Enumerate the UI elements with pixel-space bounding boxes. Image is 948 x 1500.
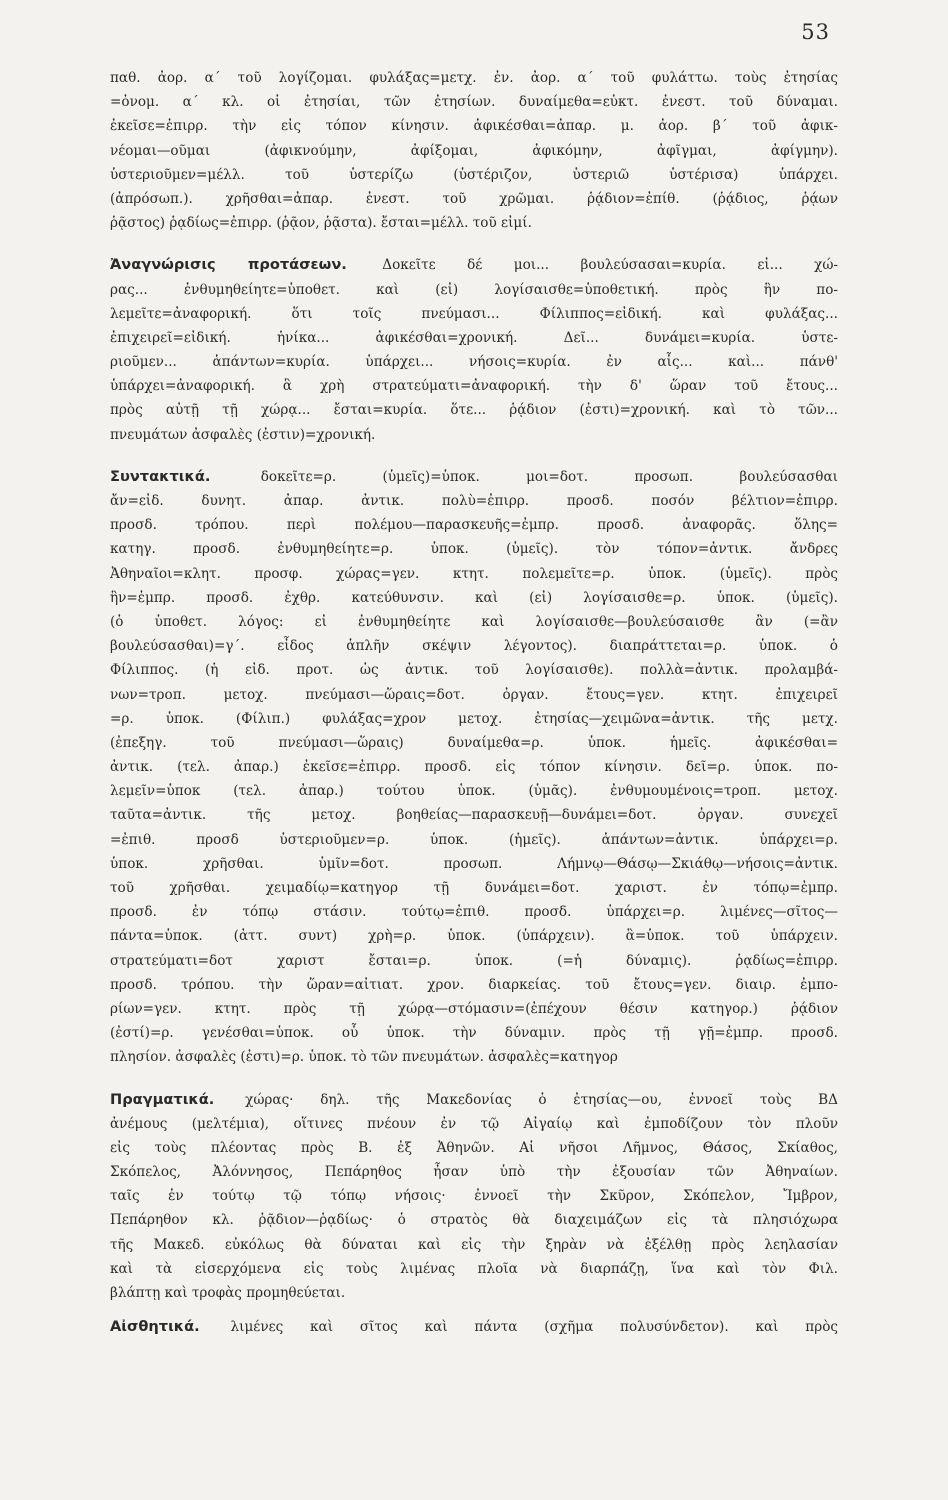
text-line: =ἐπιθ. προσδ ὑστεριοῦμεν=ρ. ὑποκ. (ἡμεῖς). ἁπάντων=ἀντικ. ὑπάρχει=ρ.: [110, 831, 838, 848]
text-line: καὶ τὰ εἰσερχόμενα εἰς τοὺς λιμένας πλοῖα νὰ διαρπάζῃ, ἵνα καὶ τὸν Φιλ.: [110, 1260, 838, 1277]
text-line: ἀντικ. (τελ. ἀπαρ.) ἐκεῖσε=ἐπιρρ. προσδ. εἰς τόπον κίνησιν. δεῖ=ρ. ὑποκ. πο-: [110, 759, 838, 776]
page-body: [110, 66, 838, 1339]
text-line: τοῦ χρῆσθαι. χειμαδίῳ=κατηγορ τῇ δυνάμει=δοτ. χαριστ. ἐν τόπῳ=ἐμπρ.: [110, 880, 838, 896]
text-line: νων=τροπ. μετοχ. πνεύμασι—ὥραις=δοτ. ὀργαν. ἔτους=γεν. κτητ. ἐπιχειρεῖ: [110, 686, 838, 703]
text-line: =ρ. ὑποκ. (Φίλιπ.) φυλάξας=χρον μετοχ. ἐτησίας—χειμῶνα=ἀντικ. τῆς μετχ.: [110, 710, 838, 727]
pragmatika-section: [110, 1088, 838, 1306]
text-line: Δοκεῖτε δέ μοι... βουλεύσασαι=κυρία. εἰ... χώ-: [382, 257, 838, 274]
syntaktika-section: [110, 465, 838, 1070]
text-line: πρὸς αὐτῇ τῇ χώρᾳ... ἔσται=κυρία. ὅτε... ῥᾴδιον (ἐστι)=χρονική. καὶ τὸ τῶν...: [110, 402, 838, 419]
text-line: πλησίον. ἀσφαλὲς (ἐστι)=ρ. ὑποκ. τὸ τῶν πνευμάτων. ἀσφαλὲς=κατηγορ: [110, 1049, 618, 1066]
text-line: εἰς τοὺς πλέοντας πρὸς Β. ἐξ Ἀθηνῶν. Αἱ νῆσοι Λῆμνος, Θάσος, Σκίαθος,: [110, 1139, 838, 1156]
text-line: ὑπάρχει=ἀναφορική. ἃ χρὴ στρατεύματι=ἀναφορική. τὴν δ' ὥραν τοῦ ἔτους...: [110, 378, 838, 395]
text-line: ἄν=εἰδ. δυνητ. ἀπαρ. ἀντικ. πολὺ=ἐπιρρ. προσδ. ποσόν βέλτιον=ἐπιρρ.: [110, 493, 838, 509]
text-line: πνευμάτων ἀσφαλὲς (ἐστιν)=χρονική.: [110, 426, 376, 443]
text-line: χώρας· δηλ. τῆς Μακεδονίας ὁ ἐτησίας—ου, ἐννοεῖ τοὺς ΒΔ: [245, 1091, 838, 1108]
text-line: (ἀπρόσωπ.). χρῆσθαι=ἀπαρ. ἐνεστ. τοῦ χρῶμαι. ῥᾴδιον=ἐπίθ. (ῥᾴδιος, ῥᾴων: [110, 190, 838, 207]
text-line: (ἐστί)=ρ. γενέσθαι=ὑποκ. οὗ ὑποκ. τὴν δύναμιν. πρὸς τῇ γῇ=ἐμπρ. προσδ.: [110, 1025, 838, 1042]
text-line: λιμένες καὶ σῖτος καὶ πάντα (σχῆμα πολυσύνδετον). καὶ πρὸς: [230, 1319, 838, 1336]
text-line: δοκεῖτε=ρ. (ὑμεῖς)=ὑποκ. μοι=δοτ. προσωπ. βουλεύσασθαι: [260, 468, 838, 485]
text-line: ἐκεῖσε=ἐπιρρ. τὴν εἰς τόπον κίνησιν. ἀφικέσθαι=ἀπαρ. μ. ἀορ. β΄ τοῦ ἀφικ-: [110, 118, 838, 135]
text-line: ταῦτα=ἀντικ. τῆς μετοχ. βοηθείας—παρασκευῇ—δυνάμει=δοτ. ὀργαν. συνεχεῖ: [110, 807, 838, 824]
text-line: λεμεῖν=ὑποκ (τελ. ἀπαρ.) τούτου ὑποκ. (ὑμᾶς). ἐνθυμουμένοις=τροπ. μετοχ.: [110, 783, 838, 800]
text-line: (ἐπεξηγ. τοῦ πνεύμασι—ὥραις) δυναίμεθα=ρ. ὑποκ. ἡμεῖς. ἀφικέσθαι=: [110, 734, 838, 751]
section-heading: Αἰσθητικά.: [110, 1318, 200, 1336]
intro-block: [110, 66, 838, 235]
text-line: τῆς Μακεδ. εὐκόλως θὰ δύναται καὶ εἰς τὴν ξηρὰν νὰ ἐξέλθῃ πρὸς λεηλασίαν: [110, 1236, 838, 1253]
section-heading: Πραγματικά.: [110, 1090, 215, 1108]
text-line: ῥᾷστος) ῥᾳδίως=ἐπιρρ. (ῥᾷον, ῥᾷστα). ἔσται=μέλλ. τοῦ εἰμί.: [110, 215, 532, 232]
text-line: παθ. ἀορ. α΄ τοῦ λογίζομαι. φυλάξας=μετχ. ἐν. ἀορ. α΄ τοῦ φυλάττω. τοὺς ἐτησίας: [110, 70, 838, 86]
text-line: λεμεῖτε=ἀναφορική. ὅτι τοῖς πνεύμασι... Φίλιππος=εἰδική. καὶ φυλάξας...: [110, 305, 838, 322]
text-line: Φίλιππος. (ἡ εἰδ. προτ. ὡς ἀντικ. τοῦ λογίσαισθε). πολλὰ=ἀντικ. προλαμβά-: [110, 662, 838, 679]
text-line: προσδ. τρόπου. περὶ πολέμου—παρασκευῆς=ἐμπρ. προσδ. ἀναφορᾶς. ὅλης=: [110, 517, 838, 534]
text-line: προσδ. τρόπου. τὴν ὥραν=αἰτιατ. χρον. διαρκείας. τοῦ ἔτους=γεν. διαιρ. ἐμπο-: [110, 976, 838, 993]
text-line: νέομαι—οῦμαι (ἀφικνούμην, ἀφίξομαι, ἀφικόμην, ἀφῖγμαι, ἀφίγμην).: [110, 142, 838, 159]
text-line: ταῖς ἐν τούτῳ τῷ τόπῳ νήσοις· ἐννοεῖ τὴν Σκῦρον, Σκόπελον, Ἴμβρον,: [110, 1188, 838, 1205]
text-line: ρίων=γεν. κτητ. πρὸς τῇ χώρᾳ—στόμασιν=(ἐπέχουν θέσιν κατηγορ.) ῥᾴδιον: [110, 1000, 838, 1017]
text-line: ἐπιχειρεῖ=εἰδική. ἡνίκα... ἀφικέσθαι=χρονική. Δεῖ... δυνάμει=κυρία. ὑστε-: [110, 329, 838, 346]
page-number: 53: [801, 20, 830, 44]
section-heading: Συντακτικά.: [110, 467, 211, 485]
text-line: Σκόπελος, Ἀλόννησος, Πεπάρηθος ἦσαν ὑπὸ τὴν ἐξουσίαν τῶν Ἀθηναίων.: [110, 1164, 838, 1181]
aisthetika-section: [110, 1315, 838, 1339]
text-line: ἣν=ἐμπρ. προσδ. ἐχθρ. κατεύθυνσιν. καὶ (εἰ) λογίσαισθε=ρ. ὑποκ. (ὑμεῖς).: [110, 589, 838, 606]
text-line: Ἀθηναῖοι=κλητ. προσφ. χώρας=γεν. κτητ. πολεμεῖτε=ρ. ὑποκ. (ὑμεῖς). πρὸς: [110, 565, 838, 582]
text-line: βλάπτῃ καὶ τροφὰς προμηθεύεται.: [110, 1285, 346, 1301]
section-heading: Ἀναγνώρισις προτάσεων.: [110, 256, 347, 274]
text-line: (ὁ ὑποθετ. λόγος: εἰ ἐνθυμηθείητε καὶ λογίσαισθε—βουλεύσαισθε ἂν (=ἂν: [110, 613, 838, 630]
text-line: ριοῦμεν... ἁπάντων=κυρία. ὑπάρχει... νήσοις=κυρία. ἐν αἷς... καὶ... πάνθ': [110, 354, 838, 371]
text-line: Πεπάρηθον κλ. ῥᾷδιον—ῥᾳδίως· ὁ στρατὸς θὰ διαχειμάζων εἰς τὰ πλησιόχωρα: [110, 1212, 838, 1229]
text-line: ὑστεριοῦμεν=μέλλ. τοῦ ὑστερίζω (ὑστέριζον, ὑστεριῶ ὑστέρισα) ὑπάρχει.: [110, 166, 838, 183]
text-line: κατηγ. προσδ. ἐνθυμηθείητε=ρ. ὑποκ. (ὑμεῖς). τὸν τόπον=ἀντικ. ἄνδρες: [110, 541, 838, 558]
text-line: βουλεύσασθαι)=γ΄. εἶδος ἁπλῆν σκέψιν λέγοντος). διαπράττεται=ρ. ὑποκ. ὁ: [110, 638, 838, 655]
text-line: ρας... ἐνθυμηθείητε=ὑποθετ. καὶ (εἰ) λογίσαισθε=ὑποθετική. πρὸς ἣν πο-: [110, 281, 838, 298]
text-line: πάντα=ὑποκ. (ἀττ. συντ) χρὴ=ρ. ὑποκ. (ὑπάρχειν). ἃ=ὑποκ. τοῦ ὑπάρχειν.: [110, 928, 838, 945]
text-line: ὑποκ. χρῆσθαι. ὑμῖν=δοτ. προσωπ. Λήμνῳ—Θάσῳ—Σκιάθῳ—νήσοις=ἀντικ.: [110, 855, 838, 872]
text-line: προσδ. ἐν τόπῳ στάσιν. τούτῳ=ἐπιθ. προσδ. ὑπάρχει=ρ. λιμένες—σῖτος—: [110, 904, 838, 921]
text-line: στρατεύματι=δοτ χαριστ ἔσται=ρ. ὑποκ. (=ἡ δύναμις). ῥᾳδίως=ἐπιρρ.: [110, 952, 838, 969]
text-line: =ὀνομ. α΄ κλ. οἱ ἐτησίαι, τῶν ἐτησίων. δυναίμεθα=εὐκτ. ἐνεστ. τοῦ δύναμαι.: [110, 94, 838, 111]
anagnorisis-section: [110, 253, 838, 447]
text-line: ἀνέμους (μελτέμια), οἵτινες πνέουν ἐν τῷ Αἰγαίῳ καὶ ἐμποδίζουν τὸν πλοῦν: [110, 1115, 838, 1132]
